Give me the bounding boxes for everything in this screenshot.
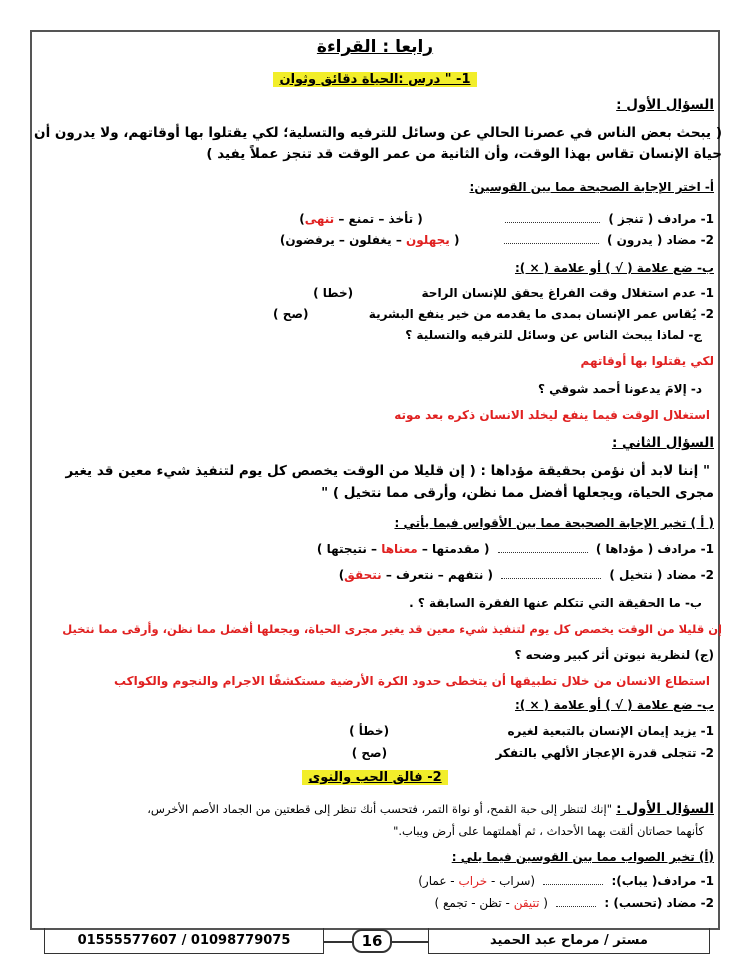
q1-a2-answer: يجهلون <box>406 233 450 247</box>
q1-b2 <box>36 305 714 323</box>
q2-a2 <box>36 566 714 584</box>
q1-d-question: د- إلامَ يدعونا أحمد شوقي ؟ <box>537 382 702 396</box>
lesson2-q1-heading: السؤال الأول : <box>616 801 714 817</box>
q1-c-question: ج- لماذا يبحث الناس عن وسائل للترفيه والتسلية ؟ <box>405 328 702 342</box>
page-number: 16 <box>352 929 392 953</box>
q2-b-question: ب- ما الحقيقة التي تتكلم عنها الفقرة السابقة ؟ . <box>409 596 702 610</box>
q1-d-answer: استغلال الوقت فيما ينفع لیخلد الانسان ذكره بعد موته <box>394 408 710 422</box>
answer-dots <box>501 571 601 579</box>
q1-a1-options: ( تأخذ – تمنع – <box>334 212 423 226</box>
footer-connector <box>392 941 428 943</box>
q2-b1-text: 1- يزيد إيمان الإنسان بالتبعية لغيره <box>507 724 714 738</box>
page-frame <box>30 30 720 930</box>
lesson2-title-highlight: 2- فالق الحب والنوى <box>302 770 447 785</box>
lesson2-a1-answer: خراب <box>458 874 488 888</box>
answer-dots <box>556 899 596 907</box>
q2-a2-answer: نتحقق <box>344 568 382 582</box>
q1-a1-close: ) <box>299 212 305 226</box>
q1-passage-line2: حياة الإنسان تقاس بهذا الوقت، وأن الثانية من عمر الوقت قد تنجز عملاً يفيد ) <box>206 146 722 162</box>
lesson2-a1-rest: - عمار) <box>418 874 459 888</box>
q1-a2-open: ( <box>449 233 460 247</box>
lesson2-a2-answer: تتيقن <box>513 896 540 910</box>
lesson2-passage-line2: كأنهما حصاتان ألقت بهما الأحداث ، ثم أهملتهما على أرض ويباب." <box>393 824 704 838</box>
q2-a1-open: ( مقدمتها – <box>417 542 490 556</box>
q1-b1-answer: (خطا ) <box>313 286 354 300</box>
q1-a1-label: 1- مرادف ( تنجز ) <box>608 212 714 226</box>
q2-b1 <box>36 722 714 740</box>
lesson2-title <box>36 768 714 787</box>
q2-b1-answer: (خطأ ) <box>349 724 390 738</box>
q1-b1 <box>36 284 714 302</box>
q2-a2-close: ) <box>338 568 345 582</box>
lesson2-a1 <box>36 872 714 890</box>
q1-b1-text: 1- عدم استغلال وقت الفراغ يحقق للإنسان الراحة <box>421 286 714 300</box>
q2-part-b-title: ب- ضع علامة ( √ ) أو علامة ( × ): <box>514 698 714 712</box>
lesson2-a1-label: 1- مرادف( يباب): <box>611 874 714 888</box>
q2-c-answer: استطاع الانسان من خلال تطبيقها أن يتخطى حدود الكرة الأرضية مستكشفًا الاجرام والنجوم والكواكب <box>113 674 710 688</box>
answer-dots <box>505 215 600 223</box>
q1-a1 <box>36 210 714 228</box>
q1-heading: السؤال الأول : <box>616 97 714 113</box>
lesson2-q1-line <box>36 800 714 818</box>
q2-part-a-title: ( أ ) تخير الإجابة الصحيحة مما بين الأقواس فيما يأتي : <box>394 516 714 530</box>
q2-passage-line2: مجرى الحياة، ويجعلها أفضل مما نظن، وأرقى مما نتخيل ) " <box>321 485 714 501</box>
q2-a1-answer: معناها <box>381 542 418 556</box>
lesson-title <box>36 70 714 89</box>
lesson-title-highlight: 1- " درس :الحياة دقائق وثوان <box>273 72 476 87</box>
lesson2-a2-label: 2- مضاد (تحسب) : <box>604 896 714 910</box>
q2-a1-label: 1- مرادف ( مؤداها ) <box>595 542 714 556</box>
q1-a2-rest: – يغفلون – يرفضون) <box>279 233 407 247</box>
q1-b2-text: 2- يُقاس عمر الإنسان بمدى ما يقدمه من خير ينفع البشرية <box>368 307 714 321</box>
q2-a1-rest: – نتيجتها ) <box>316 542 382 556</box>
q2-b2 <box>36 744 714 762</box>
footer-connector <box>324 941 352 943</box>
footer-phones: 01555577607 / 01098779075 <box>44 928 324 954</box>
q1-part-a-title: أ- اختر الإجابة الصحيحة مما بين القوسين: <box>469 180 714 194</box>
q2-b-answer: إن قليلا من الوقت يخصص كل يوم لتنفيذ شيء معين قد يغير مجرى الحياة، ويجعلها أفضل مما نظن، وأرقى مما نتخيل <box>62 622 722 636</box>
lesson2-part-a-title: (أ) تخير الصواب مما بين القوسين فيما يلي : <box>451 850 714 864</box>
q1-part-b-title: ب- ضع علامة ( √ ) أو علامة ( × ): <box>514 261 714 275</box>
answer-dots <box>498 545 588 553</box>
q2-b2-text: 2- تتجلى قدرة الإعجاز الألهي بالتفكر <box>495 746 714 760</box>
answer-dots <box>504 236 599 244</box>
lesson2-a2-open: ( <box>539 896 548 910</box>
q2-a2-open: ( نتفهم – نتعرف – <box>381 568 494 582</box>
q1-a1-answer: تنهى <box>304 212 335 226</box>
q2-b2-answer: (صح ) <box>351 746 388 760</box>
q2-a1 <box>36 540 714 558</box>
q2-a2-label: 2- مضاد ( نتخيل ) <box>609 568 714 582</box>
q2-c-question: (ج) لنظرية نيوتن أثر كبير وضحه ؟ <box>514 648 714 662</box>
q1-a2 <box>36 231 714 249</box>
q1-passage-line1: ( يبحث بعض الناس في عصرنا الحالي عن وسائل للترفيه والتسلية؛ لكي يقتلوا بها أوقاتهم، ولا يدرون أن <box>34 125 722 141</box>
section-title: رابعا : القراءة <box>316 37 434 57</box>
q2-heading: السؤال الثاني : <box>611 435 714 451</box>
q1-c-answer: لكي يقتلوا بها أوقاتهم <box>580 354 714 368</box>
q2-passage-line1: " إننا لابد أن نؤمن بحقيقة مؤداها : ( إن قليلا من الوقت يخصص كل يوم لتنفيذ شيء معين قد يغير <box>65 463 710 479</box>
lesson2-a2 <box>36 894 714 912</box>
lesson2-passage-line1: "إنك لتنظر إلى حبة القمح، أو نواة التمر، فتحسب أنك تنظر إلى قطعتين من الجماد الأصم الأخرس، <box>147 802 612 816</box>
lesson2-a2-rest: - تظن - تجمع ) <box>434 896 514 910</box>
q1-b2-answer: (صح ) <box>273 307 309 321</box>
answer-dots <box>543 877 603 885</box>
footer-teacher: مستر / مرماح عبد الحميد <box>428 928 710 954</box>
q1-a2-label: 2- مضاد ( يدرون ) <box>607 233 714 247</box>
lesson2-a1-open: (سراب - <box>487 874 536 888</box>
